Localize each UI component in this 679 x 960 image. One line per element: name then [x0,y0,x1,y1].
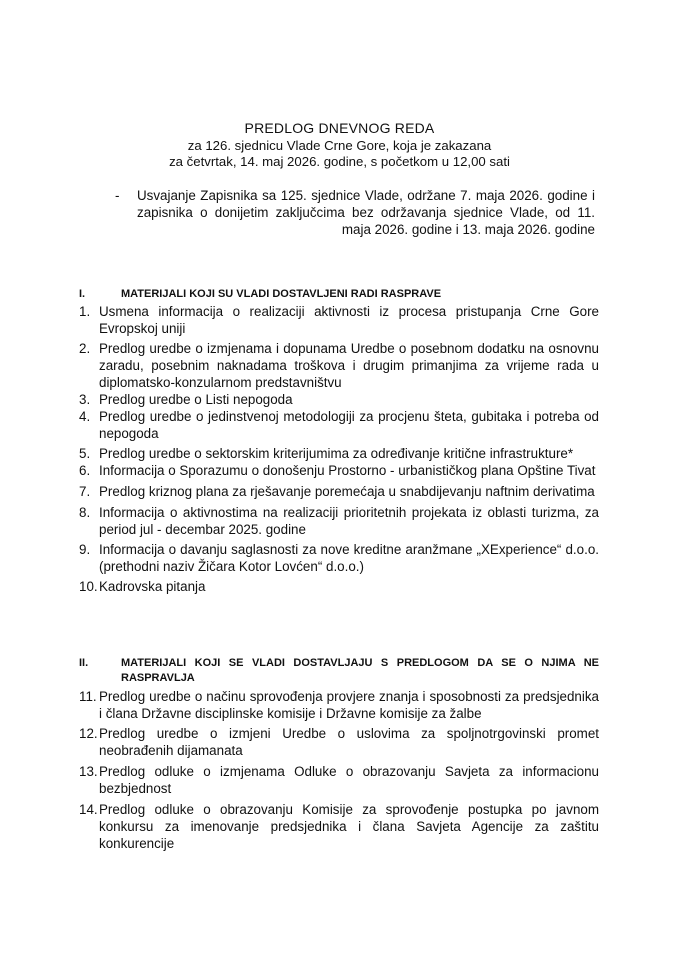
item-number: 11. [79,689,97,704]
list-item [79,303,599,337]
list-item [79,688,599,722]
section-1-title: MATERIJALI KOJI SU VLADI DOSTAVLJENI RADI RASPRAVE [121,288,442,300]
section-2 [79,656,599,852]
list-item [79,763,599,797]
item-number: 8. [79,505,91,520]
item-number: 4. [79,409,91,424]
item-number: 5. [79,446,91,461]
document-title: PREDLOG DNEVNOG REDA [244,120,435,136]
section-2-roman: II. [79,657,89,669]
item-text: Predlog uredbe o načinu sprovođenja provjere znanja i sposobnosti za predsjednika i člana Državne disciplinske komisije i Državne komisije za žalbe [99,689,599,721]
list-item [79,483,599,500]
list-item [79,504,599,538]
item-number: 14. [79,802,98,817]
item-text: Predlog uredbe o izmjeni Uredbe o uslovima za spoljnotrgovinski promet neobrađenih dijamanata [99,726,599,758]
item-text: Predlog kriznog plana za rješavanje poremećaja u snabdijevanju naftnim derivatima [99,484,595,499]
item-text: Predlog odluke o izmjenama Odluke o obrazovanju Savjeta za informacionu bezbjednost [99,764,599,796]
list-item [79,541,599,575]
section-1-list [79,303,599,595]
intro-item [115,187,595,238]
item-text: Predlog uredbe o izmjenama i dopunama Uredbe o posebnom dodatku na osnovnu zaradu, posebnim naknadama troškova i drugim primanjima za vrijeme rada u diplomatsko-konzularnom predstavništvu [99,341,599,390]
item-text: Informacija o davanju saglasnosti za nove kreditne aranžmane „XExperience“ d.o.o. (prethodni naziv Žičara Kotor Lovćen“ d.o.o.) [99,542,599,574]
item-text: Informacija o aktivnostima na realizaciji prioritetnih projekata iz oblasti turizma, za period jul - decembar 2025. godine [99,505,599,537]
item-number: 9. [79,542,91,557]
item-text: Predlog uredbe o Listi nepogoda [99,392,293,407]
list-item [79,801,599,852]
item-number: 6. [79,463,91,478]
section-1 [79,287,599,595]
item-text: Kadrovska pitanja [99,579,206,594]
item-number: 1. [79,304,91,319]
item-number: 12. [79,726,98,741]
list-item [79,391,599,408]
list-item [79,725,599,759]
item-number: 13. [79,764,98,779]
section-2-heading [79,656,599,686]
item-text: Predlog uredbe o sektorskim kriterijumima za određivanje kritične infrastrukture* [99,446,574,461]
item-text: Usmena informacija o realizaciji aktivnosti iz procesa pristupanja Crne Gore Evropskoj uniji [99,304,599,336]
list-item [79,462,599,479]
session-line: za 126. sjednicu Vlade Crne Gore, koja je zakazana [187,138,492,153]
session-date-line: za četvrtak, 14. maj 2026. godine, s početkom u 12,00 sati [169,154,510,169]
section-2-list [79,688,599,852]
section-2-title: MATERIJALI KOJI SE VLADI DOSTAVLJAJU S PREDLOGOM DA SE O NJIMA NE RASPRAVLJA [121,657,599,684]
item-number: 2. [79,341,91,356]
list-item [79,445,599,462]
intro-text: Usvajanje Zapisnika sa 125. sjednice Vlade, održane 7. maja 2026. godine i zapisnika o donijetim zaključcima bez održavanja sjednice Vlade, od 11. maja 2026. godine i 13. maja 2026. godine [137,188,595,237]
item-number: 7. [79,484,91,499]
list-item [79,578,599,595]
item-number: 10. [79,579,98,594]
item-text: Predlog uredbe o jedinstvenoj metodologiji za procjenu šteta, gubitaka i potreba od nepogoda [99,409,599,441]
list-item [79,408,599,442]
list-item [79,340,599,391]
section-1-roman: I. [79,288,86,300]
item-number: 3. [79,392,91,407]
section-1-heading [79,287,599,302]
item-text: Informacija o Sporazumu o donošenju Prostorno - urbanističkog plana Opštine Tivat [99,463,596,478]
intro-dash: - [115,188,120,203]
item-text: Predlog odluke o obrazovanju Komisije za sprovođenje postupka po javnom konkursu za imenovanje predsjednika i člana Savjeta Agencije za zaštitu konkurencije [99,802,599,851]
